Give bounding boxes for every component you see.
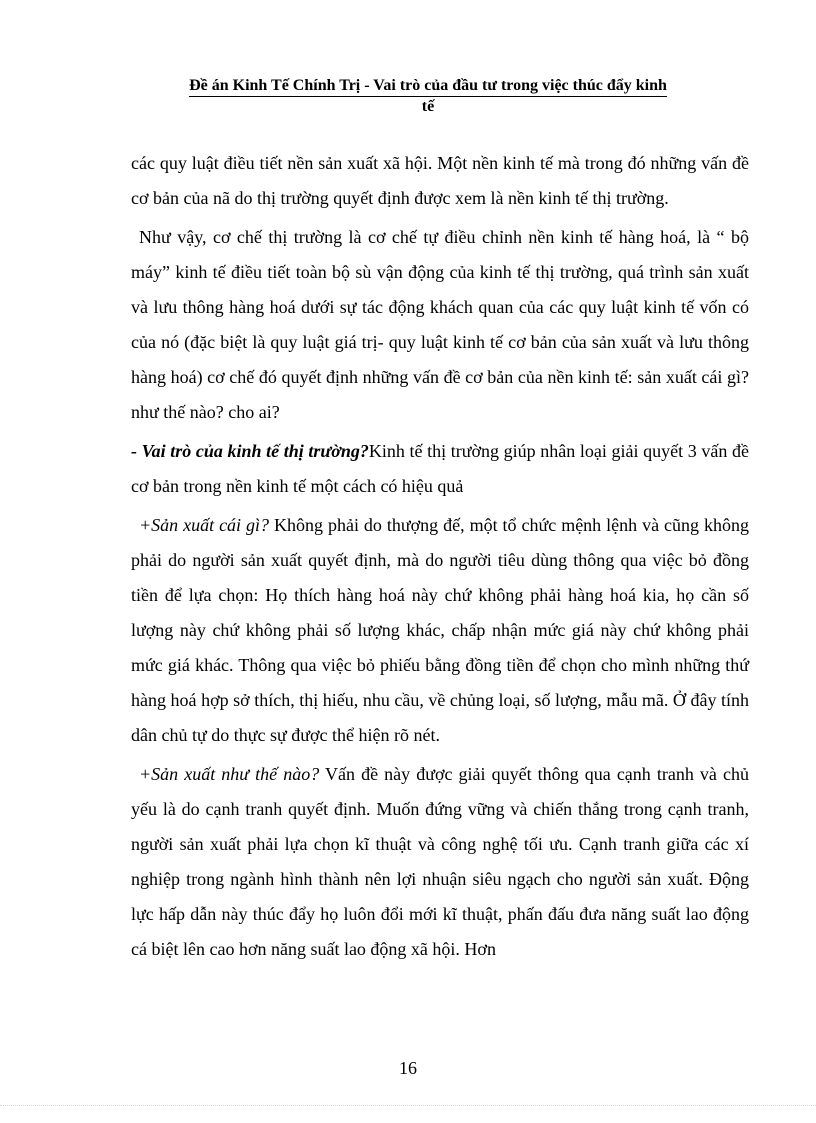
paragraph-1: các quy luật điều tiết nền sản xuất xã hội. Một nền kinh tế mà trong đó những vấn đề cơ bản của nã do thị trường quyết định được xem là nền kinh tế thị trường. bbox=[131, 153, 749, 208]
paragraph-4-text: Không phải do thượng đế, một tổ chức mệnh lệnh và cũng không phải do người sản xuất quyết định, mà do người tiêu dùng thông qua việc bỏ đồng tiền để lựa chọn: Họ thích hàng hoá này chứ không phải hàng hoá kia, họ cần số lượng này chứ không phải số lượng khác, chấp nhận mức giá này chứ không phải mức giá khác. Thông qua việc bỏ phiếu bằng đồng tiền để chọn cho mình những thứ hàng hoá hợp sở thích, thị hiếu, nhu cầu, về chủng loại, số lượng, mẫu mã. Ở đây tính dân chủ tự do thực sự được thể hiện rõ nét. bbox=[131, 515, 749, 745]
paragraph-3-text: Kinh tế thị trường giúp nhân loại giải quyết 3 vấn đề cơ bản trong nền kinh tế một cách có hiệu quả bbox=[131, 441, 749, 496]
header-title-line2: tế bbox=[421, 98, 435, 115]
paragraph-5-text: Vấn đề này được giải quyết thông qua cạnh tranh và chủ yếu là do cạnh tranh quyết định. Muốn đứng vững và chiến thắng trong cạnh tranh, người sản xuất phải lựa chọn kĩ thuật và công nghệ tối ưu. Cạnh tranh giữa các xí nghiệp trong ngành hình thành nên lợi nhuận siêu ngạch cho người sản xuất. Động lực hấp dẫn này thúc đẩy họ luôn đổi mới kĩ thuật, phấn đấu đưa năng suất lao động cá biệt lên cao hơn năng suất lao động xã hội. Hơn bbox=[131, 764, 749, 959]
header-title-line1: Đề án Kinh Tế Chính Trị - Vai trò của đầu tư trong việc thúc đẩy kinh bbox=[189, 76, 667, 97]
paragraph-4 bbox=[131, 508, 749, 753]
page-bottom-border bbox=[0, 1105, 816, 1106]
paragraph-3 bbox=[131, 434, 749, 504]
paragraph-4-lead: +Sản xuất cái gì? bbox=[139, 515, 270, 535]
paragraph-5 bbox=[131, 757, 749, 967]
paragraph-2 bbox=[131, 220, 749, 430]
document-body bbox=[131, 146, 749, 967]
page-header bbox=[130, 76, 726, 116]
paragraph-2-text: Như vậy, cơ chế thị trường là cơ chế tự điều chỉnh nền kinh tế hàng hoá, là “ bộ máy” kinh tế điều tiết toàn bộ sù vận động của kinh tế thị trường, quá trình sản xuất và lưu thông hàng hoá dưới sự tác động khách quan của các quy luật kinh tế vốn có của nó (đặc biệt là quy luật giá trị- quy luật kinh tế cơ bản của sản xuất và lưu thông hàng hoá) cơ chế đó quyết định những vấn đề cơ bản của nền kinh tế: sản xuất cái gì? như thế nào? cho ai? bbox=[131, 227, 749, 422]
paragraph-3-lead: - Vai trò của kinh tế thị trường? bbox=[131, 441, 369, 461]
paragraph-5-lead: +Sản xuất như thế nào? bbox=[139, 764, 320, 784]
page-number: 16 bbox=[399, 1058, 417, 1078]
